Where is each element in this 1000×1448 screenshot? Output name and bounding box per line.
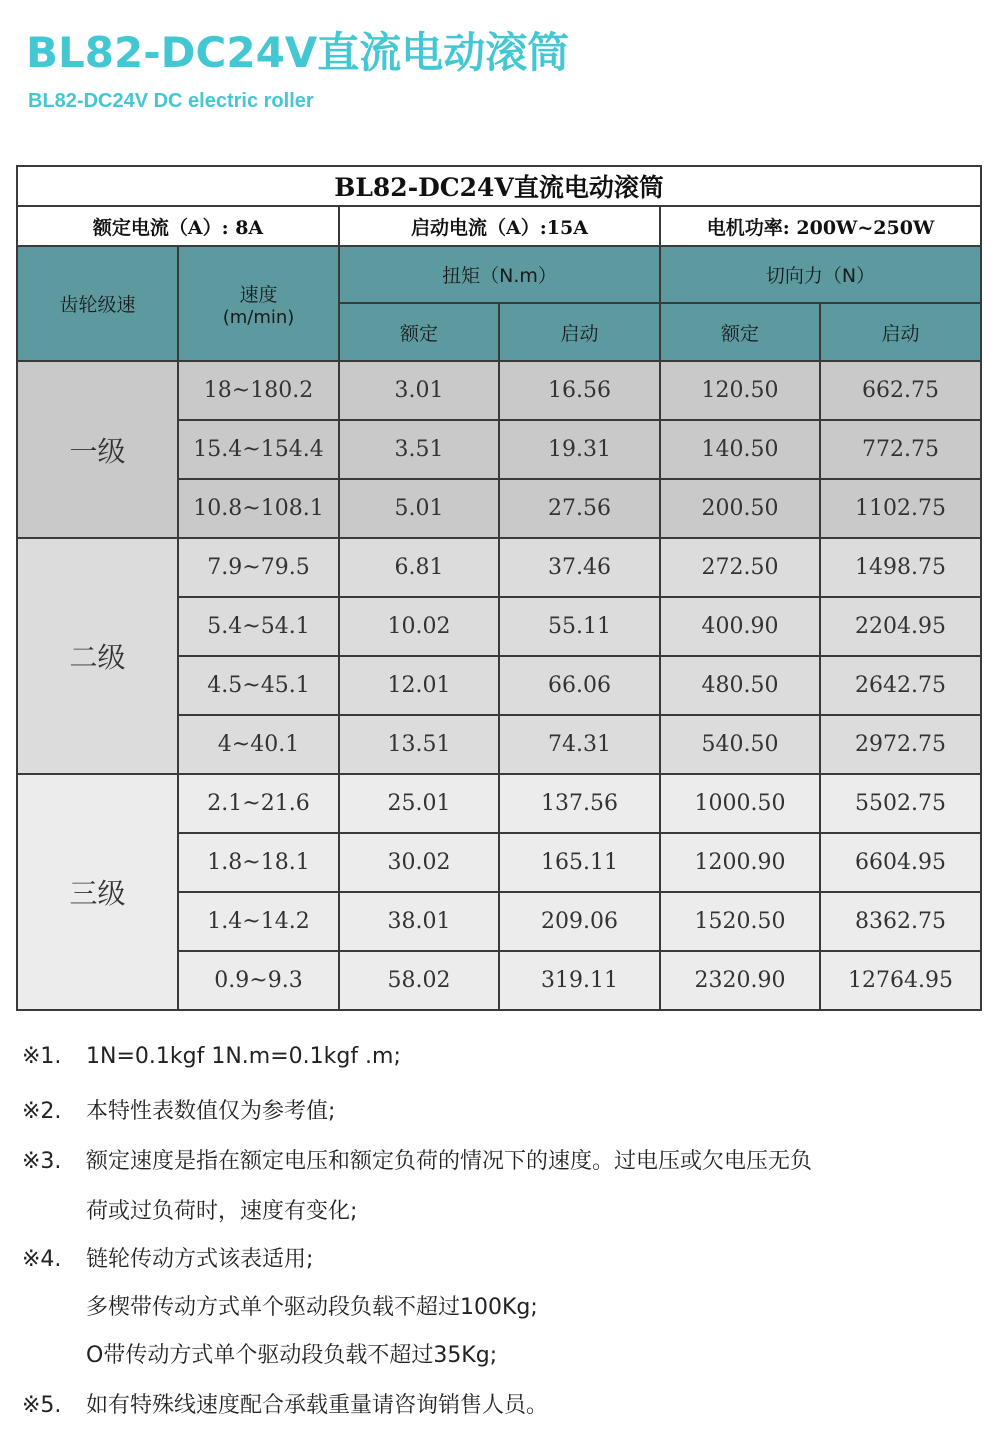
- cell-torque-rated: 5.01: [339, 479, 499, 538]
- note-5: [22, 1388, 548, 1419]
- rated-current: 额定电流（A）: 8A: [17, 206, 339, 246]
- cell-torque-rated: 3.01: [339, 361, 499, 420]
- header-speed-unit: (m/min): [222, 306, 295, 328]
- note-text: 如有特殊线速度配合承载重量请咨询销售人员。: [86, 1393, 549, 1418]
- cell-force-start: 772.75: [820, 420, 981, 479]
- note-text: O带传动方式单个驱动段负载不超过35Kg;: [86, 1343, 498, 1368]
- cell-force-start: 6604.95: [820, 833, 981, 892]
- gear-level: 一级: [17, 361, 178, 538]
- start-current: 启动电流（A）:15A: [339, 206, 660, 246]
- note-2: [22, 1094, 335, 1125]
- note-1: [22, 1044, 401, 1069]
- note-text: 多楔带传动方式单个驱动段负载不超过100Kg;: [86, 1295, 538, 1320]
- note-text: 荷或过负荷时，速度有变化;: [86, 1199, 358, 1224]
- note-4-cont-2: [22, 1338, 497, 1369]
- note-mark: ※2.: [22, 1099, 62, 1124]
- cell-force-rated: 400.90: [660, 597, 820, 656]
- note-4: [22, 1242, 313, 1273]
- cell-force-rated: 1000.50: [660, 774, 820, 833]
- cell-torque-rated: 12.01: [339, 656, 499, 715]
- table-row: [17, 361, 981, 420]
- header-force: 切向力（N）: [660, 246, 981, 303]
- cell-speed: 10.8~108.1: [178, 479, 339, 538]
- note-mark: ※1.: [22, 1044, 62, 1069]
- cell-force-rated: 272.50: [660, 538, 820, 597]
- cell-torque-start: 55.11: [499, 597, 660, 656]
- cell-torque-start: 19.31: [499, 420, 660, 479]
- header-torque: 扭矩（N.m）: [339, 246, 660, 303]
- cell-speed: 5.4~54.1: [178, 597, 339, 656]
- cell-speed: 15.4~154.4: [178, 420, 339, 479]
- header-speed-label: 速度: [239, 283, 278, 306]
- cell-torque-start: 209.06: [499, 892, 660, 951]
- note-text: 本特性表数值仅为参考值;: [86, 1099, 336, 1124]
- cell-torque-rated: 38.01: [339, 892, 499, 951]
- cell-torque-start: 16.56: [499, 361, 660, 420]
- cell-force-start: 662.75: [820, 361, 981, 420]
- cell-force-start: 12764.95: [820, 951, 981, 1010]
- cell-torque-rated: 3.51: [339, 420, 499, 479]
- page-subtitle: BL82-DC24V DC electric roller: [28, 90, 314, 112]
- cell-torque-rated: 30.02: [339, 833, 499, 892]
- cell-torque-start: 66.06: [499, 656, 660, 715]
- table-row: [17, 538, 981, 597]
- cell-torque-rated: 13.51: [339, 715, 499, 774]
- cell-force-start: 5502.75: [820, 774, 981, 833]
- cell-speed: 18~180.2: [178, 361, 339, 420]
- cell-speed: 1.8~18.1: [178, 833, 339, 892]
- cell-torque-start: 319.11: [499, 951, 660, 1010]
- header-force-rated: 额定: [660, 303, 820, 361]
- motor-power: 电机功率: 200W~250W: [660, 206, 981, 246]
- note-3-cont: [22, 1194, 357, 1225]
- cell-force-start: 2204.95: [820, 597, 981, 656]
- cell-force-rated: 2320.90: [660, 951, 820, 1010]
- note-mark: ※5.: [22, 1393, 62, 1418]
- header-torque-start: 启动: [499, 303, 660, 361]
- table-title: BL82-DC24V直流电动滚筒: [17, 166, 981, 206]
- cell-speed: 1.4~14.2: [178, 892, 339, 951]
- cell-torque-rated: 58.02: [339, 951, 499, 1010]
- note-4-cont-1: [22, 1290, 538, 1321]
- gear-level: 三级: [17, 774, 178, 1010]
- cell-force-start: 8362.75: [820, 892, 981, 951]
- cell-speed: 4~40.1: [178, 715, 339, 774]
- cell-force-start: 1498.75: [820, 538, 981, 597]
- cell-torque-start: 27.56: [499, 479, 660, 538]
- cell-torque-rated: 6.81: [339, 538, 499, 597]
- spec-table: [16, 165, 982, 1011]
- cell-speed: 7.9~79.5: [178, 538, 339, 597]
- cell-force-rated: 1200.90: [660, 833, 820, 892]
- table-row: [17, 774, 981, 833]
- cell-torque-start: 137.56: [499, 774, 660, 833]
- cell-speed: 4.5~45.1: [178, 656, 339, 715]
- cell-force-rated: 200.50: [660, 479, 820, 538]
- gear-level: 二级: [17, 538, 178, 774]
- cell-torque-rated: 10.02: [339, 597, 499, 656]
- cell-force-rated: 480.50: [660, 656, 820, 715]
- cell-torque-rated: 25.01: [339, 774, 499, 833]
- header-force-start: 启动: [820, 303, 981, 361]
- cell-force-start: 2972.75: [820, 715, 981, 774]
- cell-force-rated: 540.50: [660, 715, 820, 774]
- cell-force-start: 1102.75: [820, 479, 981, 538]
- cell-torque-start: 37.46: [499, 538, 660, 597]
- cell-torque-start: 74.31: [499, 715, 660, 774]
- cell-speed: 0.9~9.3: [178, 951, 339, 1010]
- cell-force-start: 2642.75: [820, 656, 981, 715]
- header-gear: 齿轮级速: [17, 246, 178, 361]
- cell-force-rated: 1520.50: [660, 892, 820, 951]
- header-speed: [178, 246, 339, 361]
- note-mark: ※4.: [22, 1247, 62, 1272]
- cell-torque-start: 165.11: [499, 833, 660, 892]
- note-text: 链轮传动方式该表适用;: [86, 1247, 314, 1272]
- note-3: [22, 1144, 812, 1175]
- note-text: 额定速度是指在额定电压和额定负荷的情况下的速度。过电压或欠电压无负: [86, 1149, 813, 1174]
- header-torque-rated: 额定: [339, 303, 499, 361]
- cell-force-rated: 140.50: [660, 420, 820, 479]
- page-title: BL82-DC24V直流电动滚筒: [26, 28, 570, 77]
- note-mark: ※3.: [22, 1149, 62, 1174]
- cell-force-rated: 120.50: [660, 361, 820, 420]
- cell-speed: 2.1~21.6: [178, 774, 339, 833]
- note-text: 1N=0.1kgf 1N.m=0.1kgf .m;: [86, 1044, 401, 1069]
